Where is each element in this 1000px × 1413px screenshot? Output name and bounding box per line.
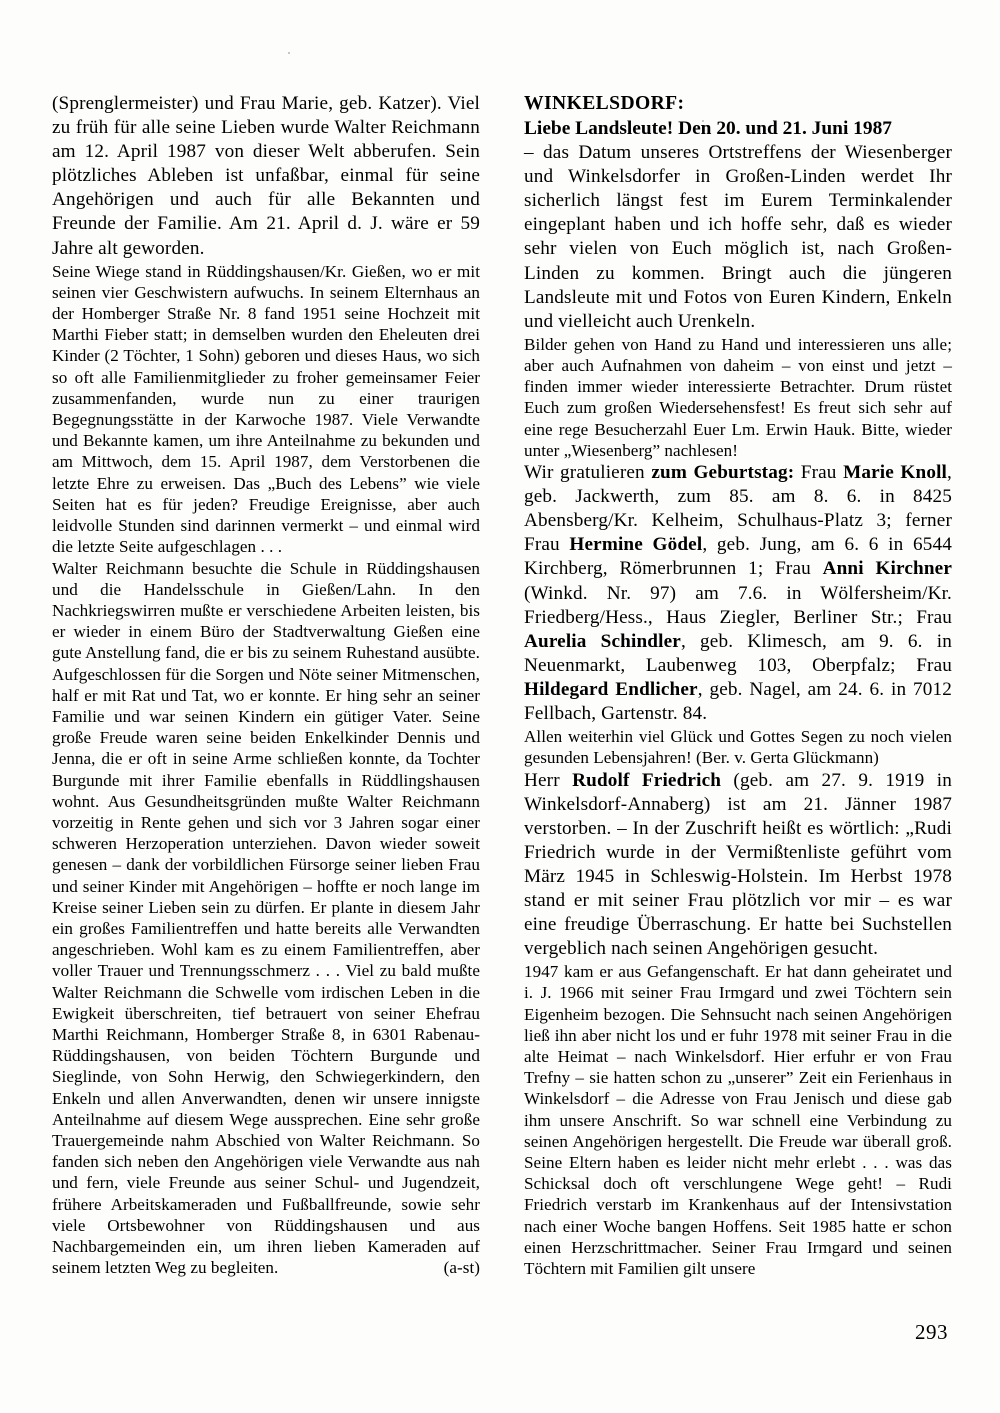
obituary-signature: (a-st) [443, 1258, 480, 1278]
paragraph-meeting-announcement: – das Datum unseres Ortstreffens der Wiesenberger und Winkelsdorfer in Großen-Linden werdet Ihr sicherlich längst fest im Eurem Terminkalender eingeplant haben und ich hoffe sehr, daß es wieder sehr vielen von Euch möglich ist, nach Großen-Linden zu kommen. Bringt auch die jüngeren Landsleute mit und Fotos von Euren Kindern, Enkeln und vielleicht auch Urenkeln. [524, 142, 952, 332]
greeting-line: Liebe Landsleute! Den 20. und 21. Juni 1987 [524, 118, 892, 139]
two-column-body [52, 92, 952, 1279]
right-column [524, 92, 952, 1279]
obituary-paragraph-2: Seine Wiege stand in Rüddingshausen/Kr. Gießen, wo er mit seinen vier Geschwistern aufwuchs. In seinem Elternhaus an der Homberger Straße Nr. 8 fand 1951 seine Hochzeit mit Marthi Fieber statt; in demselben wurden den Eheleuten drei Kinder (2 Töchter, 1 Sohn) geboren und dieses Haus, wo sich so oft alle Familienmitglieder zu froher gemeinsamer Feier zusammenfanden, wurde nun zu einer traurigen Begegnungsstätte in der Karwoche 1987. Viele Verwandte und Bekannte kamen, um ihre Anteilnahme zu bekunden und am Mittwoch, dem 15. April 1987, dem Verstorbenen die letzte Ehre zu erweisen. Das „Buch des Lebens” wie viele Seiten hat es für jeden? Freudige Ereignisse, aber auch leidvolle Stunden sind darinnen vermerkt – und einmal wird die letzte Seite aufgeschlagen . . . [52, 261, 480, 557]
obituary-paragraph-3 [52, 558, 480, 1279]
paragraph-good-wishes: Allen weiterhin viel Glück und Gottes Segen zu noch vielen gesunden Lebensjahren! (Ber. v. Gerta Glückmann) [524, 727, 952, 768]
scan-speck [288, 52, 290, 54]
paragraph-obituary-friedrich: Herr Rudolf Friedrich (geb. am 27. 9. 1919 in Winkelsdorf-Annaberg) ist am 21. Jänner 1987 verstorben. – In der Zuschrift heißt es wörtlich: „Rudi Friedrich wurde in der Vermißtenliste geführt vom März 1945 in Schleswig-Holstein. Im Herbst 1978 stand er mit seiner Frau plötzlich vor mir – es war eine freudige Überraschung. Er hatte bei Suchstellen vergeblich nach seinen Angehörigen gesucht. [524, 769, 953, 960]
paragraph-birthday-congratulations: Wir gratulieren zum Geburtstag: Frau Marie Knoll, geb. Jackwerth, zum 85. am 8. 6. in 8425 Abensberg/Kr. Kelheim, Schulhaus-Platz 3; ferner Frau Hermine Gödel, geb. Jung, am 6. 6 in 6544 Kirchberg, Römerbrunnen 1; Frau Anni Kirchner (Winkd. Nr. 97) am 7.6. in Wölfersheim/Kr. Friedberg/Hess., Haus Ziegler, Berliner Str.; Frau Aurelia Schindler, geb. Klimesch, am 9. 6. in Neuenmarkt, Laubenweg 103, Oberpfalz; Frau Hildegard Endlicher, geb. Nagel, am 24. 6. in 7012 Fellbach, Gartenstr. 84. [524, 462, 952, 724]
obituary-paragraph-1: (Sprenglermeister) und Frau Marie, geb. Katzer). Viel zu früh für alle seine Lieben wurde Walter Reichmann am 12. April 1987 von dieser Welt abberufen. Sein plötzliches Ableben ist unfaßbar, einmal für seine Angehörigen und auch für alle Bekannten und Freunde der Familie. Am 21. April d. J. wäre er 59 Jahre alt geworden. [52, 93, 480, 259]
left-column [52, 92, 480, 1279]
page-number: 293 [915, 1320, 948, 1344]
paragraph-photos-invitation: Bilder gehen von Hand zu Hand und interessieren uns alle; aber auch Aufnahmen von daheim – von einst und jetzt – finden immer wieder interessierte Betrachter. Drum rüstet Euch zum großen Wiedersehensfest! Es freut sich sehr auf eine rege Besucherzahl Euer Lm. Erwin Hauk. Bitte, wieder unter „Wiesenberg” nachlesen! [524, 334, 952, 460]
section-heading-winkelsdorf: WINKELSDORF: [524, 93, 685, 114]
paragraph-obituary-friedrich-continued: 1947 kam er aus Gefangenschaft. Er hat dann geheiratet und i. J. 1966 mit seiner Frau Irmgard und zwei Töchtern sein Eigenheim bezogen. Die Sehnsucht nach seinen Angehörigen ließ ihn aber nicht los und er fuhr 1978 mit seiner Frau in die alte Heimat – nach Winkelsdorf. Hier erfuhr er von Frau Trefny – sie hatten schon zu „unserer” Zeit ein Ferienhaus in Winkelsdorf – die Adresse von Frau Jenisch und diese gab ihm unsere Anschrift. So war schnell eine Verbindung zu seinen Angehörigen hergestellt. Die Freude war überall groß. Seine Eltern haben es leider nicht mehr erlebt . . . was das Schicksal doch oft verschlungene Wege geht! – Rudi Friedrich verstarb im Krankenhaus auf der Intensivstation nach einer Woche bangen Hoffens. Seit 1985 hatte er schon einen Herzschrittmacher. Seiner Frau Irmgard und seinen Töchtern mit Familien gilt unsere [524, 962, 952, 1279]
obituary-paragraph-3-text: Walter Reichmann besuchte die Schule in Rüddingshausen und die Handelsschule in Gießen/Lahn. In den Nachkriegswirren mußte er verschiedene Arbeiten leisten, bis er wieder in einem Büro der Stadtverwaltung Gießen eine gute Anstellung fand, die er bis zu seinem Ruhestand ausübte. Aufgeschlossen für die Sorgen und Nöte seiner Mitmenschen, half er mit Rat und Tat, wo er konnte. Er hing sehr an seiner Familie und war seinen Kindern ein gütiger Vater. Seine große Freude waren seine beiden Enkelkinder Dennis und Jenna, die er oft in seine Arme schließen konnte, da Tochter Burgunde mit ihrer Familie ebenfalls in Rüddlingshausen wohnt. Aus Gesundheitsgründen mußte Walter Reichmann vorzeitig in Rente gehen und sich vor 3 Jahren sogar einer schweren Herzoperation unterziehen. Davon wieder soweit genesen – dank der vorbildlichen Fürsorge seiner lieben Frau und seiner Kinder mit Angehörigen – hoffte er noch lange im Kreise seiner Lieben sein zu dürfen. Er plante in diesem Jahr ein großes Familientreffen und hatte bereits alle Verwandten angeschrieben. Wohl kam es zu einem Familientreffen, aber voller Trauer und Trennungsschmerz . . . Viel zu bald mußte Walter Reichmann die Schwelle vom irdischen Leben in die Ewigkeit überschreiten, tief betrauert von seiner Ehefrau Marthi Reichmann, Homberger Straße 8, in 6301 Rabenau-Rüddingshausen, von beiden Töchtern Burgunde und Sieglinde, von Sohn Herwig, den Schwiegerkindern, den Enkeln und allen Anverwandten, denen wir unsere innigste Anteilnahme auf diesem Wege aussprechen. Eine sehr große Trauergemeinde nahm Abschied von Walter Reichmann. So fanden sich neben den Angehörigen viele Verwandte aus nah und fern, viele Freunde aus seiner Schul- und Jugendzeit, frühere Arbeitskameraden und Fußballfreunde, sowie sehr viele Ortsbewohner von Rüddingshausen und aus Nachbargemeinden ein, um ihren lieben Kameraden auf seinem letzten Weg zu begleiten. [52, 558, 480, 1278]
